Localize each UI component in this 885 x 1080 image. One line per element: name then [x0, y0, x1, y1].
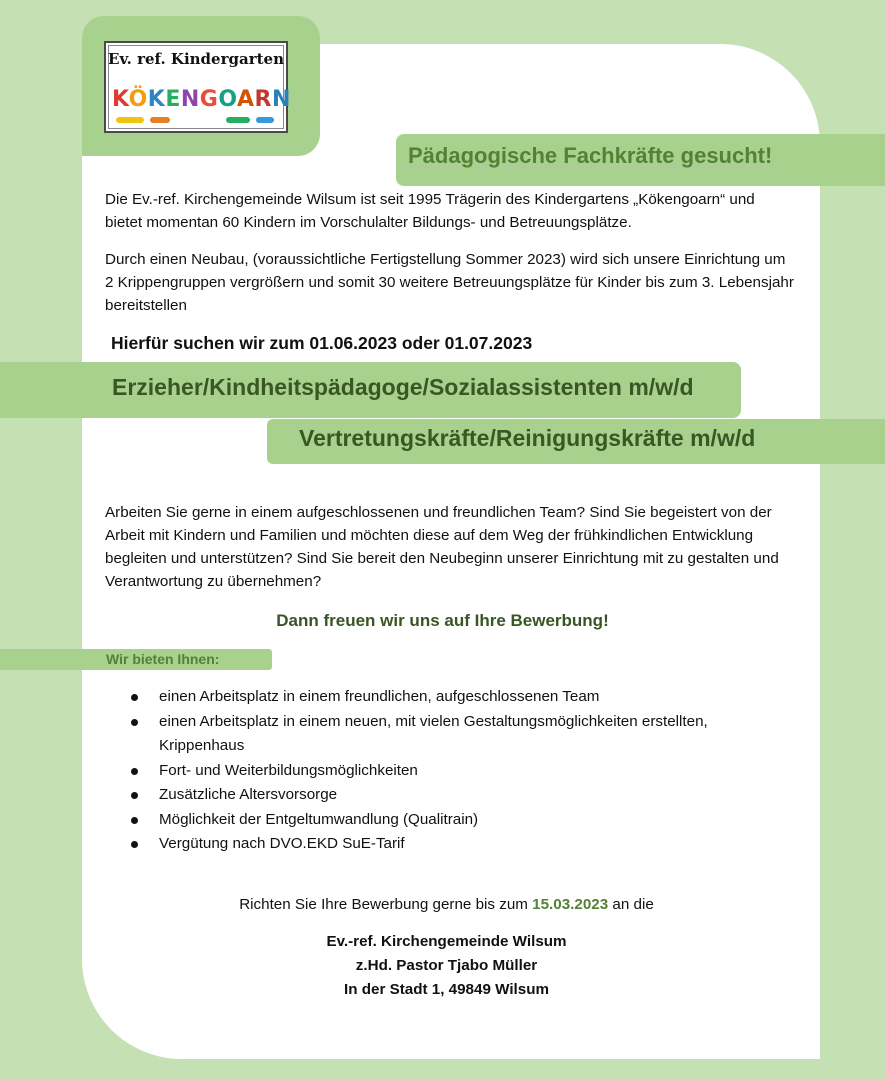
- logo-deco: [226, 117, 250, 123]
- position-title-2: Vertretungskräfte/Reinigungskräfte m/w/d: [299, 425, 756, 451]
- bullet-icon: [131, 768, 138, 775]
- position-title-1: Erzieher/Kindheitspädagoge/Sozialassistenten m/w/d: [112, 374, 694, 400]
- benefit-text: Möglichkeit der Entgeltumwandlung (Qualitrain): [159, 810, 479, 828]
- intro-paragraph-2: Durch einen Neubau, (voraussichtliche Fertigstellung Sommer 2023) wird sich unsere Einrichtung um 2 Krippengruppen vergrößern und somit 30 weitere Betreuungsplätze für Kinder bis zum 3. Lebensjahr bereitstellen: [105, 251, 794, 314]
- benefit-text: einen Arbeitsplatz in einem neuen, mit vielen Gestaltungsmöglichkeiten erstellten, Krippenhaus: [159, 712, 708, 754]
- deadline-before: Richten Sie Ihre Bewerbung gerne bis zum: [239, 896, 528, 913]
- address-block: [0, 930, 885, 1002]
- list-item: [105, 685, 795, 710]
- benefit-text: Zusätzliche Altersvorsorge: [159, 786, 338, 803]
- deadline-after: an die: [612, 896, 654, 913]
- logo-deco: [150, 117, 170, 123]
- list-item: [105, 783, 795, 808]
- logo-title: Ev. ref. Kindergarten: [108, 50, 284, 68]
- bullet-icon: [131, 841, 138, 848]
- benefit-text: Vergütung nach DVO.EKD SuE-Tarif: [159, 835, 405, 852]
- address-line-2: z.Hd. Pastor Tjabo Müller: [355, 957, 538, 974]
- questions-paragraph: Arbeiten Sie gerne in einem aufgeschlossenen und freundlichen Team? Sind Sie begeistert von der Arbeit mit Kindern und Familien und möchten diese auf dem Weg der frühkindlichen Entwicklung begleiten und unterstützen? Sind Sie bereit den Neubeginn unserer Einrichtung mit zu gestalten und Verantwortung zu übernehmen?: [105, 504, 779, 590]
- list-item: [105, 832, 795, 857]
- list-item: [105, 710, 795, 759]
- benefit-text: Fort- und Weiterbildungsmöglichkeiten: [159, 761, 418, 779]
- deadline-line: [0, 896, 885, 913]
- offer-banner: [0, 649, 272, 670]
- kindergarten-logo: [104, 41, 291, 133]
- start-date-line: Hierfür suchen wir zum 01.06.2023 oder 01.07.2023: [111, 333, 533, 353]
- logo-wordmark: KÖKENGOARN: [112, 87, 291, 112]
- logo-deco: [256, 117, 274, 123]
- list-item: [105, 759, 795, 784]
- bullet-icon: [131, 817, 138, 824]
- address-line-1: Ev.-ref. Kirchengemeinde Wilsum: [326, 933, 567, 950]
- headline-banner: [396, 134, 885, 186]
- address-line-3: In der Stadt 1, 49849 Wilsum: [344, 981, 549, 998]
- position-banner-2: [267, 419, 885, 464]
- logo-deco: [116, 117, 144, 123]
- deadline-date: 15.03.2023: [532, 896, 609, 913]
- intro-paragraph-1: Die Ev.-ref. Kirchengemeinde Wilsum ist seit 1995 Trägerin des Kindergartens „Kökengoarn“ und bietet momentan 60 Kindern im Vorschulalter Bildungs- und Betreuungsplätze.: [105, 191, 755, 231]
- call-to-action: Dann freuen wir uns auf Ihre Bewerbung!: [276, 611, 609, 630]
- position-banner-1: [0, 362, 741, 418]
- bullet-icon: [131, 792, 138, 799]
- bullet-icon: [131, 719, 138, 726]
- list-item: [105, 808, 795, 833]
- benefit-text: einen Arbeitsplatz in einem freundlichen, aufgeschlossenen Team: [159, 688, 600, 705]
- offer-heading: Wir bieten Ihnen:: [106, 651, 220, 667]
- headline: Pädagogische Fachkräfte gesucht!: [408, 143, 773, 168]
- benefits-list: [105, 685, 795, 857]
- bullet-icon: [131, 694, 138, 701]
